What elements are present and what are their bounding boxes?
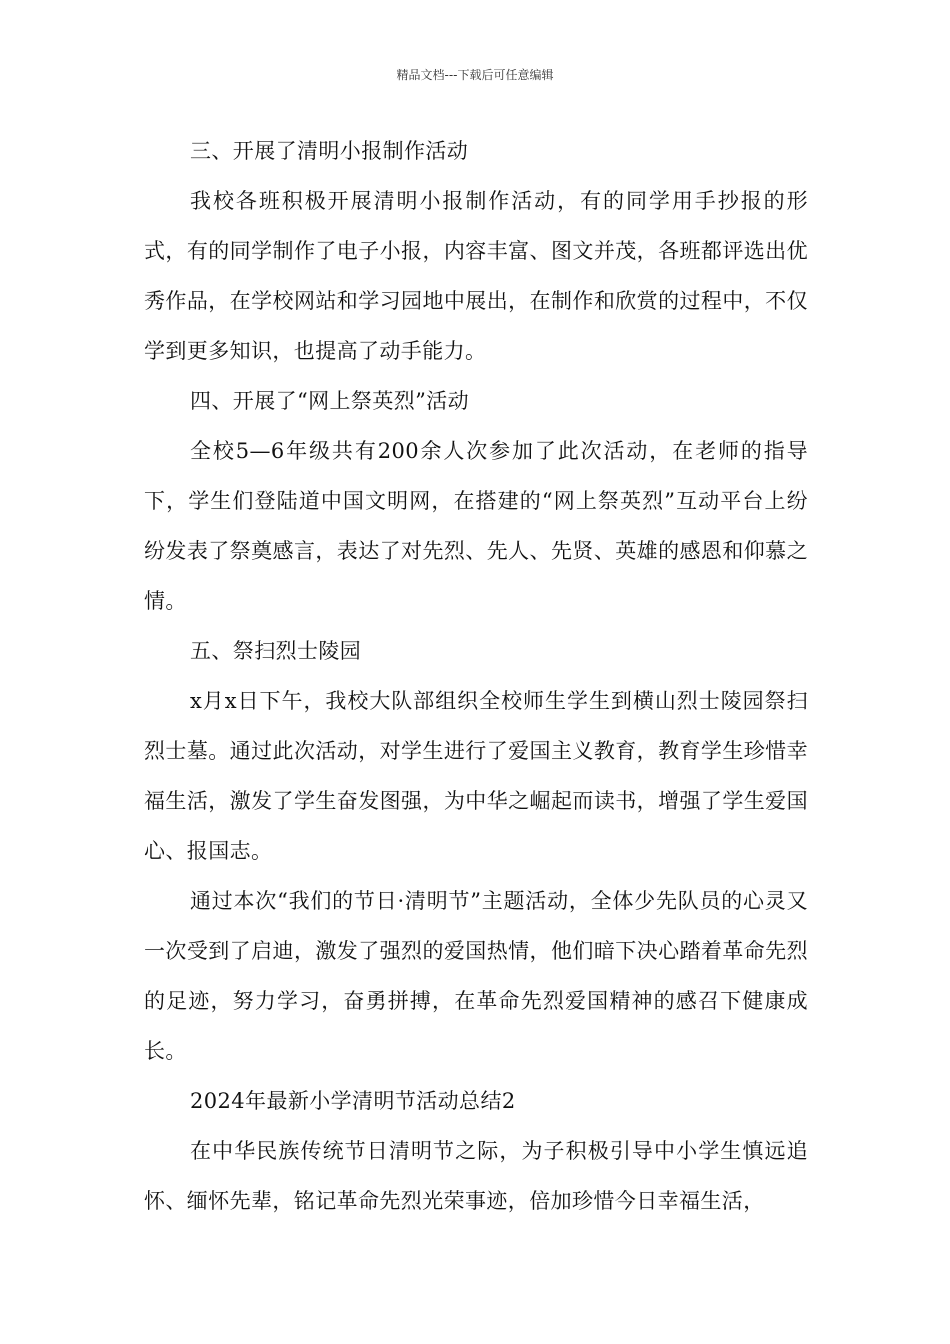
- paragraph: 全校5—6年级共有200余人次参加了此次活动，在老师的指导下，学生们登陆道中国文明网，在搭建的“网上祭英烈”互动平台上纷纷发表了祭奠感言，表达了对先烈、先人、先贤、英雄的感恩和仰慕之情。: [144, 439, 808, 613]
- paragraph: x月x日下午，我校大队部组织全校师生学生到横山烈士陵园祭扫烈士墓。通过此次活动，对学生进行了爱国主义教育，教育学生珍惜幸福生活，激发了学生奋发图强，为中华之崛起而读书，增强了学生爱国心、报国志。: [144, 689, 808, 863]
- paragraph: 通过本次“我们的节日·清明节”主题活动，全体少先队员的心灵又一次受到了启迪，激发了强烈的爱国热情，他们暗下决心踏着革命先烈的足迹，努力学习，奋勇拼搏，在革命先烈爱国精神的感召下健康成长。: [144, 889, 808, 1063]
- section-heading-3: 三、开展了清明小报制作活动: [190, 139, 469, 163]
- paragraph: 在中华民族传统节日清明节之际，为子积极引导中小学生慎远追怀、缅怀先辈，铭记革命先烈光荣事迹，倍加珍惜今日幸福生活，: [144, 1139, 808, 1213]
- paragraph: 我校各班积极开展清明小报制作活动，有的同学用手抄报的形式，有的同学制作了电子小报，内容丰富、图文并茂，各班都评选出优秀作品，在学校网站和学习园地中展出，在制作和欣赏的过程中，不仅学到更多知识，也提高了动手能力。: [144, 189, 808, 363]
- section-heading-5: 五、祭扫烈士陵园: [190, 639, 362, 663]
- document-subtitle: 2024年最新小学清明节活动总结2: [190, 1089, 516, 1113]
- section-heading-4: 四、开展了“网上祭英烈”活动: [190, 389, 470, 413]
- page-header: 精品文档---下载后可任意编辑: [396, 68, 554, 82]
- document-body: [144, 126, 808, 1226]
